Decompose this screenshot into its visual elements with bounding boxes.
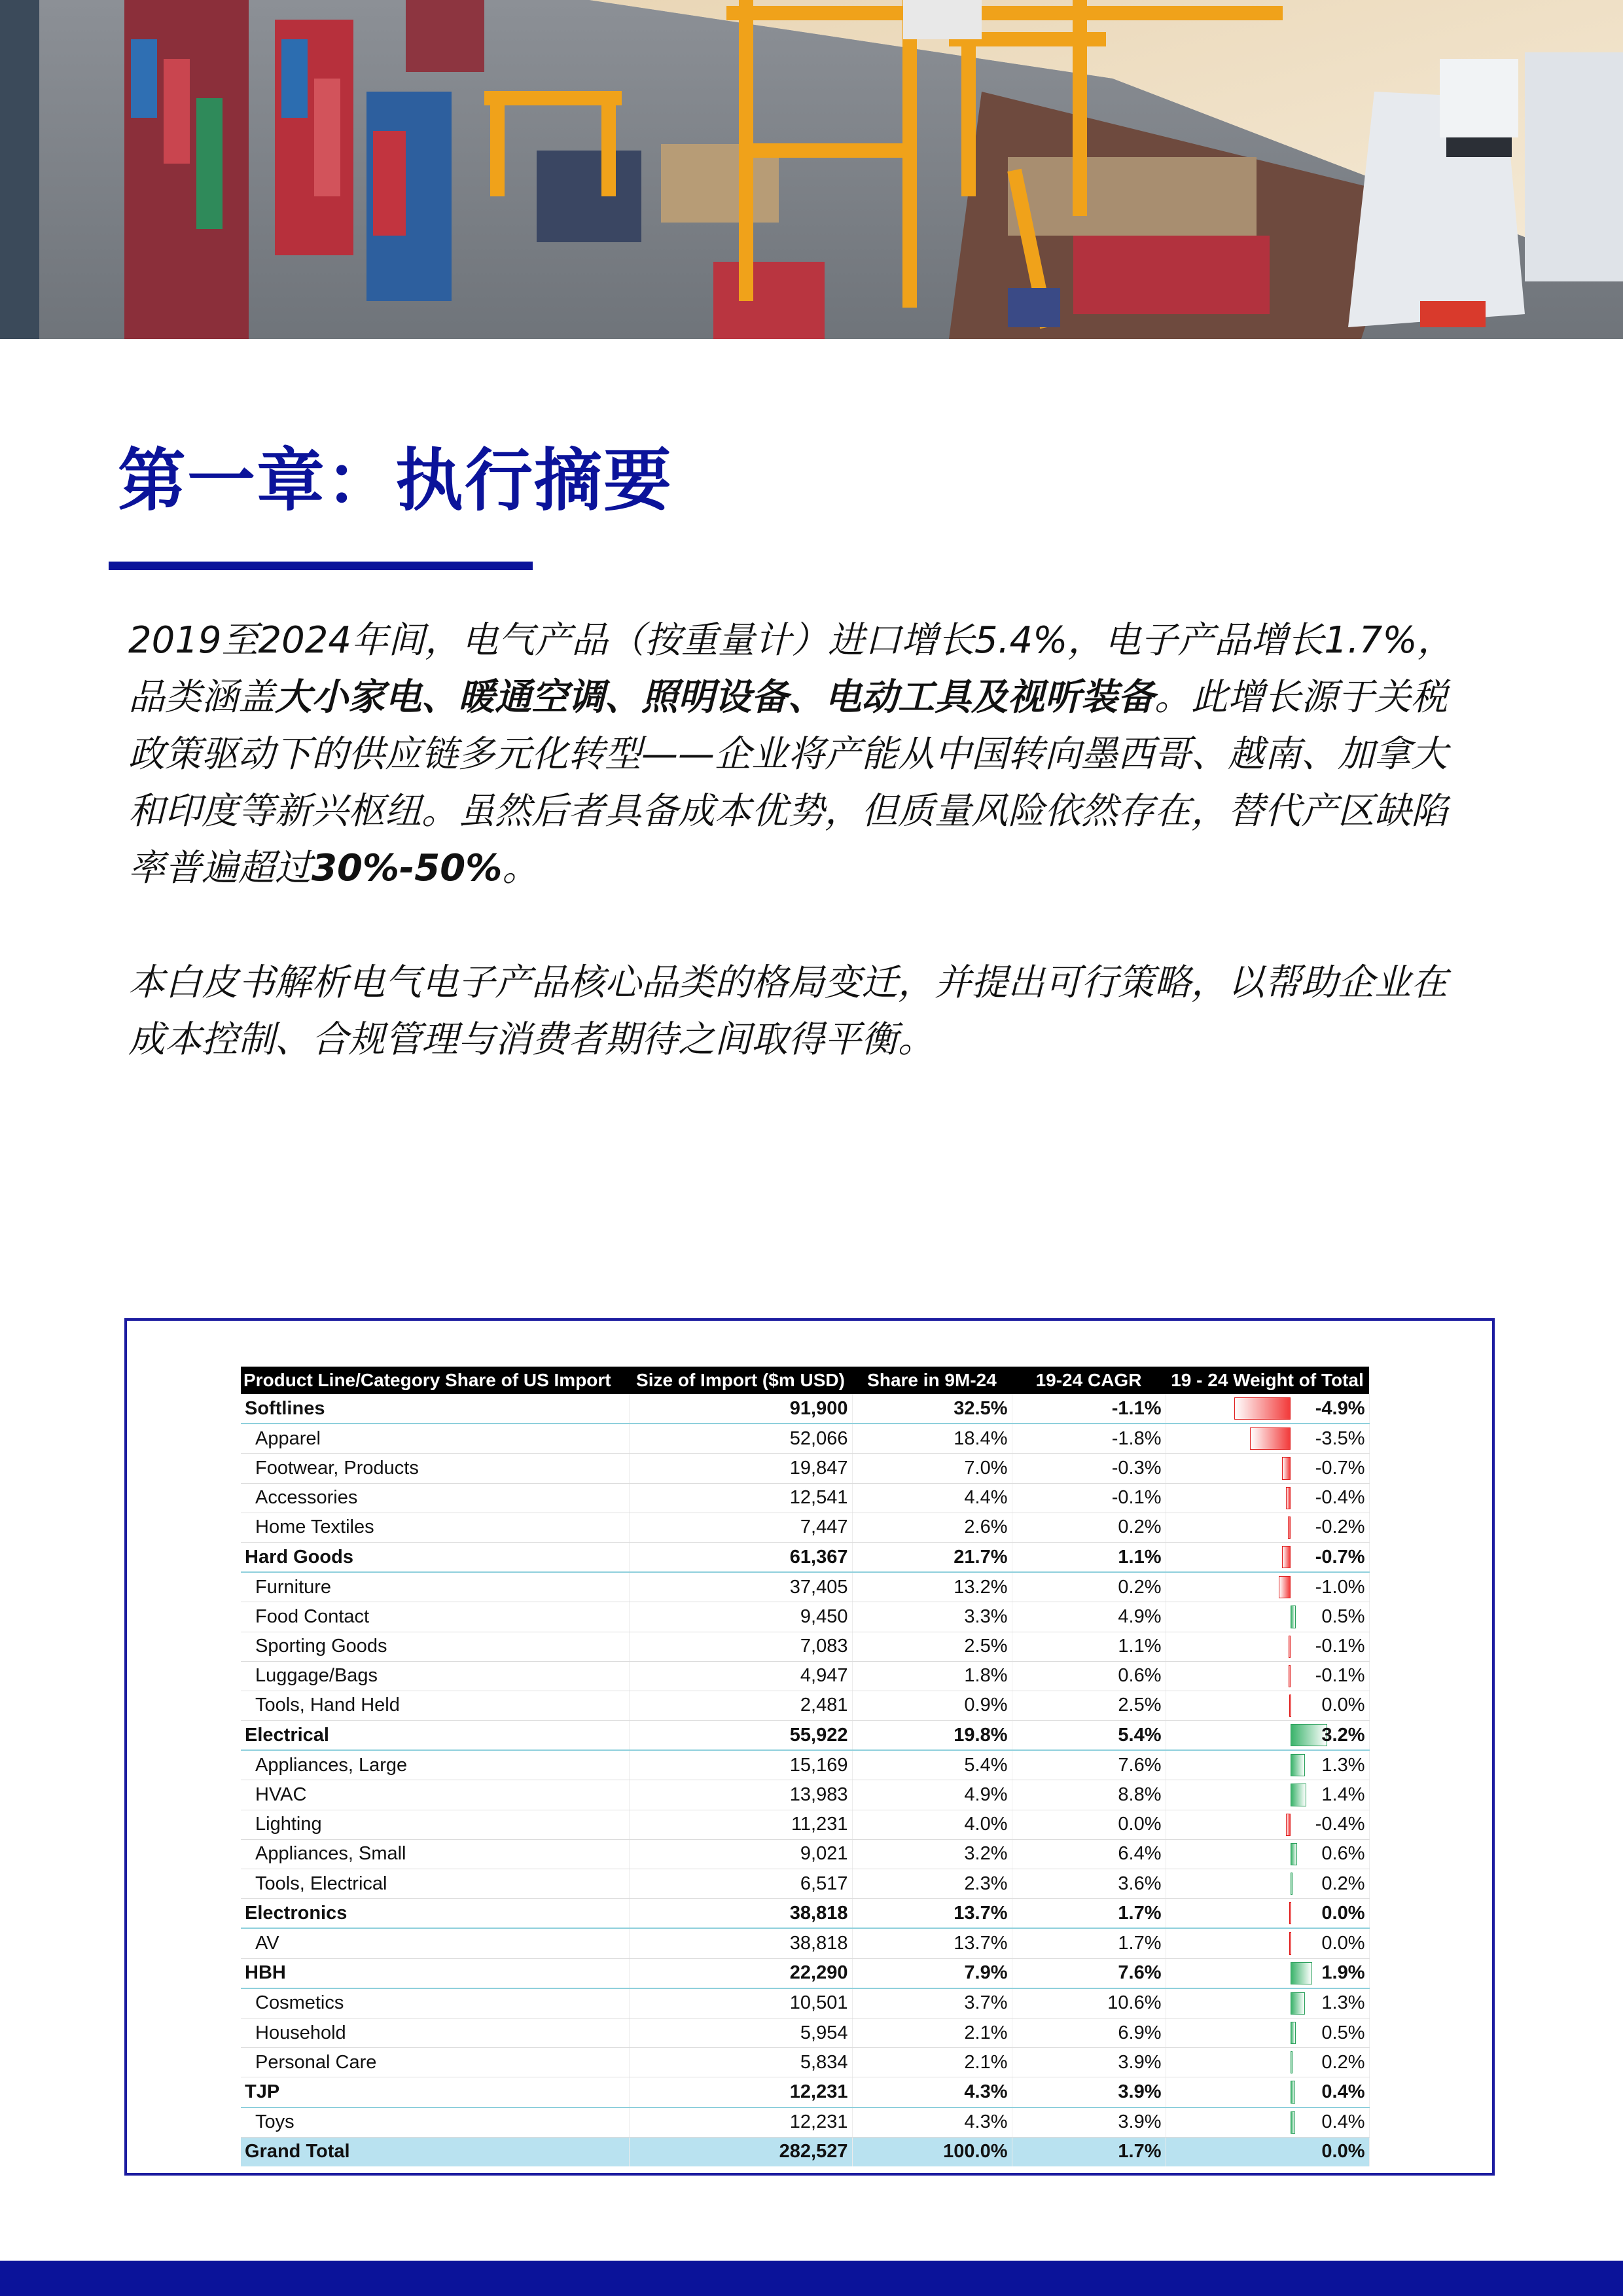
weight-value: 0.0%	[1321, 1932, 1365, 1954]
table-row	[241, 2018, 1369, 2047]
row-weight	[1166, 2108, 1369, 2138]
hero-port-photo	[0, 0, 1623, 339]
row-weight	[1166, 1750, 1369, 1780]
weight-value: 0.2%	[1321, 2051, 1365, 2073]
weight-bar	[1291, 1784, 1307, 1806]
row-cagr: 3.6%	[1012, 1869, 1166, 1899]
weight-value: -0.1%	[1315, 1636, 1365, 1657]
weight-bar	[1291, 2081, 1295, 2103]
row-label: Tools, Hand Held	[241, 1691, 629, 1720]
table-row	[241, 2137, 1369, 2166]
weight-bar	[1289, 1695, 1291, 1717]
row-label: Appliances, Large	[241, 1750, 629, 1780]
weight-bar	[1291, 2022, 1296, 2044]
row-cagr: 3.9%	[1012, 2108, 1166, 2138]
table-row	[241, 1542, 1369, 1572]
row-share: 32.5%	[852, 1394, 1012, 1424]
weight-bar	[1291, 1843, 1298, 1865]
row-share: 2.5%	[852, 1632, 1012, 1661]
weight-bar	[1286, 1814, 1291, 1836]
row-label: Sporting Goods	[241, 1632, 629, 1661]
table-row	[241, 1602, 1369, 1632]
row-size: 282,527	[629, 2137, 852, 2166]
row-size: 55,922	[629, 1721, 852, 1751]
row-size: 10,501	[629, 1988, 852, 2018]
row-label: Home Textiles	[241, 1513, 629, 1542]
us-import-share-table	[241, 1367, 1370, 2166]
header-weight: 19 - 24 Weight of Total	[1166, 1367, 1369, 1394]
row-size: 5,954	[629, 2018, 852, 2047]
row-share: 2.6%	[852, 1513, 1012, 1542]
row-cagr: 6.4%	[1012, 1839, 1166, 1869]
row-share: 100.0%	[852, 2137, 1012, 2166]
weight-bar	[1291, 2111, 1295, 2134]
table-row	[241, 1750, 1369, 1780]
weight-bar	[1289, 1902, 1291, 1924]
weight-bar	[1291, 2051, 1293, 2073]
row-size: 52,066	[629, 1424, 852, 1454]
row-weight	[1166, 1721, 1369, 1751]
row-share: 3.7%	[852, 1988, 1012, 2018]
row-label: Electronics	[241, 1899, 629, 1929]
row-share: 7.0%	[852, 1454, 1012, 1483]
row-weight	[1166, 1988, 1369, 2018]
row-size: 12,231	[629, 2108, 852, 2138]
weight-bar	[1291, 1962, 1312, 1984]
weight-value: -0.1%	[1315, 1665, 1365, 1687]
weight-value: -0.7%	[1315, 1457, 1365, 1479]
weight-value: 0.0%	[1321, 2141, 1365, 2162]
weight-bar	[1291, 1873, 1293, 1895]
weight-bar	[1234, 1397, 1291, 1420]
row-cagr: 10.6%	[1012, 1988, 1166, 2018]
row-cagr: -0.3%	[1012, 1454, 1166, 1483]
row-share: 5.4%	[852, 1750, 1012, 1780]
row-weight	[1166, 1810, 1369, 1839]
row-label: Food Contact	[241, 1602, 629, 1632]
row-cagr: 1.1%	[1012, 1542, 1166, 1572]
table-row	[241, 1513, 1369, 1542]
row-label: Cosmetics	[241, 1988, 629, 2018]
summary-text: 2019至2024年间，电气产品（按重量计）进口增长5.4%，电子产品增长1.7%，品类涵盖	[128, 619, 1454, 719]
weight-value: 1.3%	[1321, 1754, 1365, 1776]
row-size: 12,541	[629, 1483, 852, 1513]
table-row	[241, 1632, 1369, 1661]
row-cagr: 1.7%	[1012, 2137, 1166, 2166]
row-cagr: 0.2%	[1012, 1572, 1166, 1602]
row-share: 13.7%	[852, 1928, 1012, 1958]
weight-value: 0.2%	[1321, 1873, 1365, 1894]
weight-value: -0.7%	[1315, 1546, 1365, 1568]
row-share: 4.0%	[852, 1810, 1012, 1839]
row-share: 2.1%	[852, 2018, 1012, 2047]
row-label: AV	[241, 1928, 629, 1958]
weight-bar	[1250, 1427, 1290, 1450]
row-share: 21.7%	[852, 1542, 1012, 1572]
row-cagr: 2.5%	[1012, 1691, 1166, 1720]
row-label: Furniture	[241, 1572, 629, 1602]
row-cagr: -1.8%	[1012, 1424, 1166, 1454]
row-size: 12,231	[629, 2077, 852, 2108]
summary-text: 。	[502, 847, 539, 889]
row-weight	[1166, 1632, 1369, 1661]
weight-value: -0.2%	[1315, 1516, 1365, 1538]
weight-value: 0.5%	[1321, 2022, 1365, 2043]
row-label: HVAC	[241, 1780, 629, 1810]
row-share: 0.9%	[852, 1691, 1012, 1720]
weight-value: 0.6%	[1321, 1843, 1365, 1865]
row-size: 15,169	[629, 1750, 852, 1780]
row-size: 9,450	[629, 1602, 852, 1632]
header-share: Share in 9M-24	[852, 1367, 1012, 1394]
row-label: Toys	[241, 2108, 629, 2138]
row-size: 19,847	[629, 1454, 852, 1483]
summary-emphasis: 30%-50%	[312, 847, 503, 889]
row-size: 7,447	[629, 1513, 852, 1542]
row-label: Electrical	[241, 1721, 629, 1751]
row-share: 3.2%	[852, 1839, 1012, 1869]
weight-value: 0.0%	[1321, 1695, 1365, 1716]
row-share: 4.4%	[852, 1483, 1012, 1513]
row-weight	[1166, 1542, 1369, 1572]
row-label: Apparel	[241, 1424, 629, 1454]
row-size: 2,481	[629, 1691, 852, 1720]
table-row	[241, 1691, 1369, 1720]
row-size: 4,947	[629, 1661, 852, 1691]
row-cagr: -0.1%	[1012, 1483, 1166, 1513]
table-row	[241, 1988, 1369, 2018]
table-row	[241, 1454, 1369, 1483]
row-share: 7.9%	[852, 1958, 1012, 1988]
title-underline	[109, 562, 533, 570]
row-size: 5,834	[629, 2048, 852, 2077]
summary-paragraph-1	[128, 612, 1476, 897]
row-weight	[1166, 2077, 1369, 2108]
row-share: 18.4%	[852, 1424, 1012, 1454]
weight-value: 0.0%	[1321, 1902, 1365, 1924]
row-cagr: 0.6%	[1012, 1661, 1166, 1691]
weight-value: 0.5%	[1321, 1605, 1365, 1627]
weight-bar	[1282, 1546, 1290, 1568]
row-weight	[1166, 1513, 1369, 1542]
row-weight	[1166, 1928, 1369, 1958]
summary-emphasis: 大小家电、暖通空调、照明设备、电动工具及视听装备	[275, 676, 1154, 719]
row-share: 19.8%	[852, 1721, 1012, 1751]
chapter-title: 第一章：执行摘要	[118, 440, 673, 520]
row-label: Grand Total	[241, 2137, 629, 2166]
row-label: Softlines	[241, 1394, 629, 1424]
row-cagr: 3.9%	[1012, 2077, 1166, 2108]
header-cagr: 19-24 CAGR	[1012, 1367, 1166, 1394]
weight-bar	[1291, 1605, 1296, 1628]
table-row	[241, 1810, 1369, 1839]
row-cagr: 7.6%	[1012, 1750, 1166, 1780]
weight-value: -4.9%	[1315, 1397, 1365, 1419]
row-cagr: 6.9%	[1012, 2018, 1166, 2047]
row-share: 3.3%	[852, 1602, 1012, 1632]
table-row	[241, 1572, 1369, 1602]
row-cagr: 3.9%	[1012, 2048, 1166, 2077]
row-label: Appliances, Small	[241, 1839, 629, 1869]
table-row	[241, 1394, 1369, 1424]
weight-value: 0.4%	[1321, 2111, 1365, 2133]
weight-value: -0.4%	[1315, 1487, 1365, 1509]
weight-value: 1.9%	[1321, 1962, 1365, 1984]
row-cagr: 0.0%	[1012, 1810, 1166, 1839]
row-label: Lighting	[241, 1810, 629, 1839]
row-weight	[1166, 1691, 1369, 1720]
table-body	[241, 1394, 1369, 2166]
table-row	[241, 2108, 1369, 2138]
port-illustration	[0, 0, 1623, 339]
row-cagr: -1.1%	[1012, 1394, 1166, 1424]
row-weight	[1166, 1572, 1369, 1602]
row-share: 2.3%	[852, 1869, 1012, 1899]
weight-value: -3.5%	[1315, 1427, 1365, 1449]
table-row	[241, 2048, 1369, 2077]
row-cagr: 1.7%	[1012, 1899, 1166, 1929]
table-row	[241, 2077, 1369, 2108]
table-row	[241, 1958, 1369, 1988]
weight-bar	[1288, 1516, 1291, 1539]
row-cagr: 1.7%	[1012, 1928, 1166, 1958]
row-label: TJP	[241, 2077, 629, 2108]
weight-bar	[1289, 1636, 1291, 1658]
weight-bar	[1282, 1457, 1290, 1479]
weight-value: 1.4%	[1321, 1784, 1365, 1806]
row-share: 1.8%	[852, 1661, 1012, 1691]
table-row	[241, 1780, 1369, 1810]
row-weight	[1166, 1602, 1369, 1632]
table-row	[241, 1721, 1369, 1751]
row-weight	[1166, 1869, 1369, 1899]
row-size: 38,818	[629, 1899, 852, 1929]
row-size: 11,231	[629, 1810, 852, 1839]
row-share: 2.1%	[852, 2048, 1012, 2077]
row-label: HBH	[241, 1958, 629, 1988]
table-row	[241, 1839, 1369, 1869]
row-weight	[1166, 2137, 1369, 2166]
row-size: 38,818	[629, 1928, 852, 1958]
table-row	[241, 1424, 1369, 1454]
table-row	[241, 1483, 1369, 1513]
row-size: 22,290	[629, 1958, 852, 1988]
table-row	[241, 1928, 1369, 1958]
row-weight	[1166, 1839, 1369, 1869]
row-size: 9,021	[629, 1839, 852, 1869]
row-cagr: 5.4%	[1012, 1721, 1166, 1751]
import-table-frame	[124, 1318, 1495, 2176]
row-cagr: 0.2%	[1012, 1513, 1166, 1542]
row-label: Luggage/Bags	[241, 1661, 629, 1691]
table-row	[241, 1869, 1369, 1899]
weight-bar	[1289, 1665, 1291, 1687]
weight-value: 3.2%	[1321, 1724, 1365, 1746]
weight-value: 1.3%	[1321, 1992, 1365, 2014]
summary-paragraph-2: 本白皮书解析电气电子产品核心品类的格局变迁，并提出可行策略，以帮助企业在成本控制、合规管理与消费者期待之间取得平衡。	[128, 961, 1448, 1061]
row-cagr: 8.8%	[1012, 1780, 1166, 1810]
weight-bar	[1279, 1576, 1291, 1598]
row-cagr: 7.6%	[1012, 1958, 1166, 1988]
weight-bar	[1291, 1992, 1306, 2015]
row-size: 61,367	[629, 1542, 852, 1572]
header-category: Product Line/Category Share of US Import	[241, 1367, 629, 1394]
row-cagr: 1.1%	[1012, 1632, 1166, 1661]
row-share: 4.9%	[852, 1780, 1012, 1810]
row-weight	[1166, 1958, 1369, 1988]
table-row	[241, 1899, 1369, 1929]
header-size: Size of Import ($m USD)	[629, 1367, 852, 1394]
row-size: 91,900	[629, 1394, 852, 1424]
row-cagr: 4.9%	[1012, 1602, 1166, 1632]
row-label: Hard Goods	[241, 1542, 629, 1572]
weight-bar	[1291, 1754, 1306, 1776]
row-weight	[1166, 1394, 1369, 1424]
row-size: 13,983	[629, 1780, 852, 1810]
summary-text: 。此增长源于关税政策驱动下的供应链多元化转型——企业将产能从中国转向墨西哥、越南、加拿大和印度等新兴枢纽。虽然后者具备成本优势，但质量风险依然存在，替代产区缺陷率普遍超过	[128, 676, 1448, 889]
row-label: Personal Care	[241, 2048, 629, 2077]
row-weight	[1166, 1661, 1369, 1691]
weight-value: -1.0%	[1315, 1576, 1365, 1598]
row-weight	[1166, 1780, 1369, 1810]
table-row	[241, 1661, 1369, 1691]
weight-bar	[1286, 1487, 1291, 1509]
row-label: Tools, Electrical	[241, 1869, 629, 1899]
row-share: 13.2%	[852, 1572, 1012, 1602]
row-weight	[1166, 2048, 1369, 2077]
row-label: Accessories	[241, 1483, 629, 1513]
weight-value: 0.4%	[1321, 2081, 1365, 2102]
weight-bar	[1289, 1932, 1291, 1954]
row-share: 13.7%	[852, 1899, 1012, 1929]
row-size: 37,405	[629, 1572, 852, 1602]
weight-value: -0.4%	[1315, 1814, 1365, 1835]
row-label: Footwear, Products	[241, 1454, 629, 1483]
row-weight	[1166, 1899, 1369, 1929]
footer-band	[0, 2261, 1623, 2296]
row-share: 4.3%	[852, 2108, 1012, 2138]
row-weight	[1166, 2018, 1369, 2047]
row-size: 7,083	[629, 1632, 852, 1661]
row-size: 6,517	[629, 1869, 852, 1899]
table-header-row	[241, 1367, 1369, 1394]
row-weight	[1166, 1483, 1369, 1513]
row-weight	[1166, 1424, 1369, 1454]
row-share: 4.3%	[852, 2077, 1012, 2108]
row-weight	[1166, 1454, 1369, 1483]
row-label: Household	[241, 2018, 629, 2047]
